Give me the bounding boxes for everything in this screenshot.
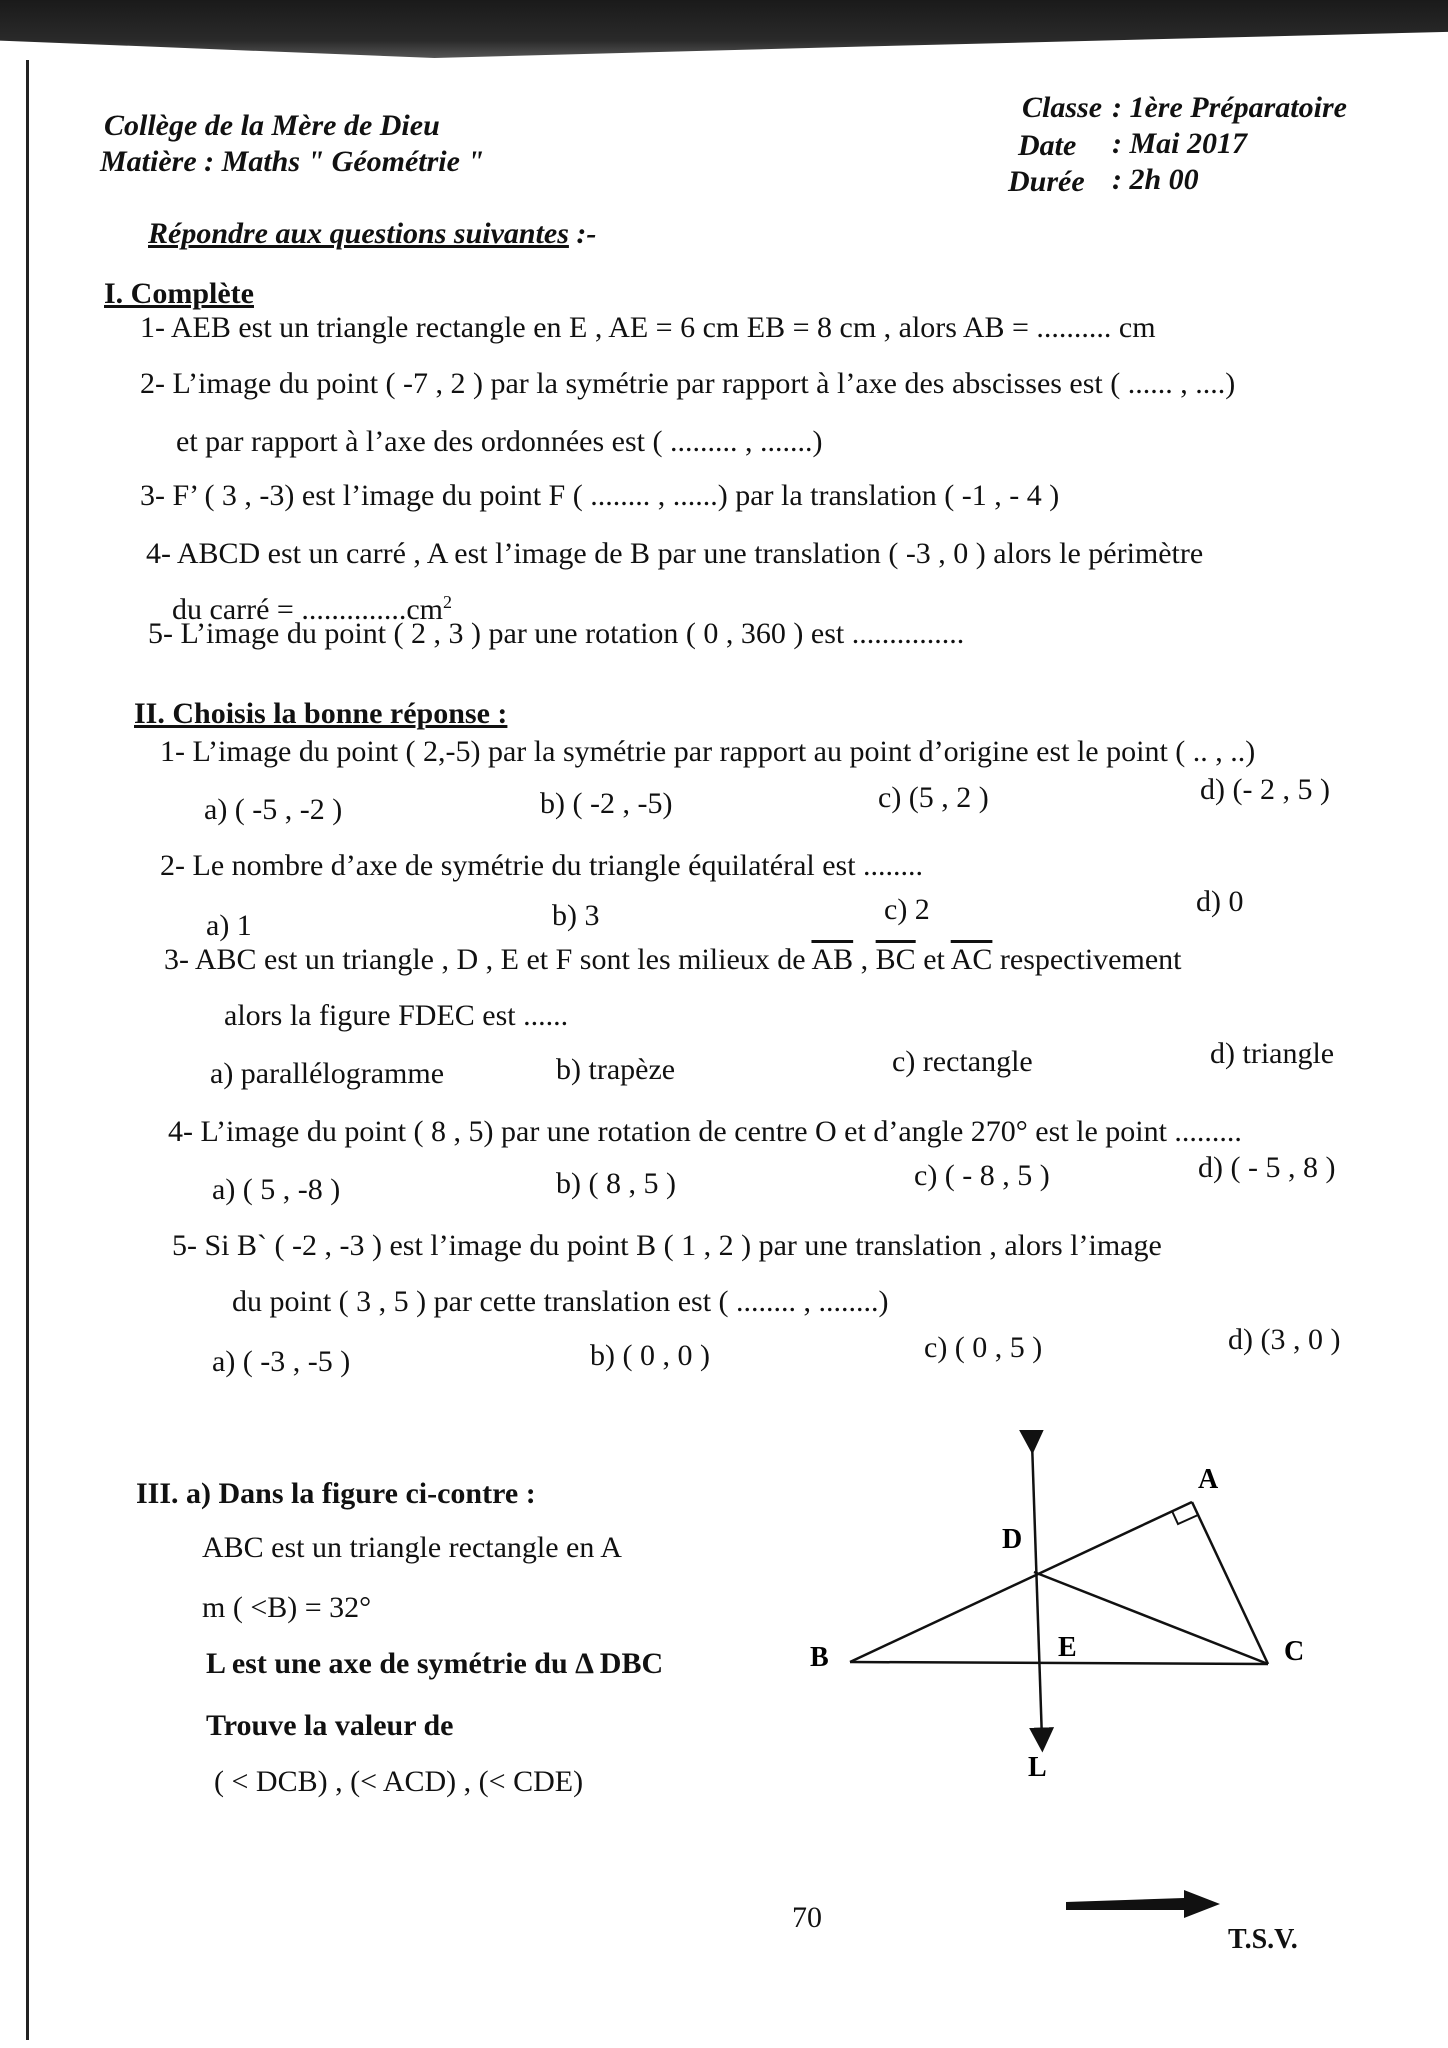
s2-q1-opt-d: d) (- 2 , 5 ) <box>1200 773 1330 806</box>
right-angle-mark <box>1172 1511 1198 1524</box>
s2-q1: 1- L’image du point ( 2,-5) par la symétrie par rapport au point d’origine est le point ( .. , ..) <box>160 735 1256 768</box>
s2-q5-opt-c: c) ( 0 , 5 ) <box>924 1331 1043 1364</box>
s2-q3-opt-a: a) parallélogramme <box>210 1057 445 1090</box>
s3-line-5: ( < DCB) , (< ACD) , (< CDE) <box>214 1765 584 1798</box>
subject: Matière : Maths " Géométrie " <box>100 145 485 178</box>
label-l: L <box>1028 1752 1047 1783</box>
date-label: Date <box>1018 129 1077 162</box>
section1-title: I. Complète <box>104 277 254 310</box>
s2-q2-opt-c: c) 2 <box>884 893 930 926</box>
s2-q3-sep1: , <box>860 943 869 976</box>
s1-item-4: 4- ABCD est un carré , A est l’image de B par une translation ( -3 , 0 ) alors le périmètre <box>146 537 1204 570</box>
page-number: 70 <box>792 1901 822 1934</box>
s3-line-4: Trouve la valeur de <box>206 1709 454 1742</box>
s2-q5-opt-a: a) ( -3 , -5 ) <box>212 1345 351 1378</box>
s2-q1-opt-a: a) ( -5 , -2 ) <box>204 793 343 826</box>
s2-q5-opt-b: b) ( 0 , 0 ) <box>590 1339 710 1372</box>
segment-ab: $\overline{AB}$ <box>811 943 854 976</box>
scan-left-edge <box>26 60 29 2040</box>
s2-q5-opt-d: d) (3 , 0 ) <box>1228 1323 1341 1356</box>
s3-line-2: m ( <B) = 32° <box>202 1591 372 1624</box>
class-label: Classe <box>1022 91 1103 124</box>
segment-bc: $\overline{BC}$ <box>875 943 916 976</box>
s2-q4-opt-c: c) ( - 8 , 5 ) <box>914 1159 1050 1192</box>
s2-q4-opt-a: a) ( 5 , -8 ) <box>212 1173 341 1206</box>
s2-q3-sep2: et <box>923 943 945 976</box>
duration-label: Durée <box>1008 165 1085 198</box>
s2-q3-opt-c: c) rectangle <box>892 1045 1033 1078</box>
s1-item-3: 3- F’ ( 3 , -3) est l’image du point F ( ........ , ......) par la translation ( -1 , - 4 ) <box>140 479 1060 512</box>
s2-q3-opt-b: b) trapèze <box>556 1053 676 1086</box>
scan-top-shadow <box>0 0 1448 58</box>
section3-title: III. a) Dans la figure ci-contre : <box>136 1477 536 1510</box>
axis-line-l <box>1032 1442 1042 1740</box>
turn-page-note: T.S.V. <box>1228 1924 1298 1955</box>
s2-q3-text-post: respectivement <box>999 943 1182 976</box>
duration-value: : 2h 00 <box>1112 163 1199 196</box>
label-c: C <box>1284 1636 1305 1667</box>
next-page-arrow-icon <box>1064 1888 1224 1924</box>
label-a: A <box>1198 1464 1219 1495</box>
s2-q1-opt-c: c) (5 , 2 ) <box>878 781 989 814</box>
s1-item-4-cont-text: du carré = ..............cm <box>172 593 443 626</box>
label-e: E <box>1058 1632 1077 1663</box>
geometry-figure <box>790 1430 1330 1790</box>
s2-q3-text-pre: 3- ABC est un triangle , D , E et F sont les milieux de <box>164 943 806 976</box>
s2-q3-opt-d: d) triangle <box>1210 1037 1335 1070</box>
s1-item-5: 5- L’image du point ( 2 , 3 ) par une rotation ( 0 , 360 ) est ............... <box>148 617 965 650</box>
s2-q4-opt-b: b) ( 8 , 5 ) <box>556 1167 676 1200</box>
s1-item-2: 2- L’image du point ( -7 , 2 ) par la symétrie par rapport à l’axe des abscisses est ( ...... , ....) <box>140 367 1236 400</box>
date-value: : Mai 2017 <box>1112 127 1247 160</box>
s2-q3-cont: alors la figure FDEC est ...... <box>224 999 569 1032</box>
s2-q3 <box>164 942 1181 978</box>
s2-q5-cont: du point ( 3 , 5 ) par cette translation est ( ........ , ........) <box>232 1285 889 1318</box>
section2-title: II. Choisis la bonne réponse : <box>134 697 508 730</box>
s2-q5: 5- Si B` ( -2 , -3 ) est l’image du point B ( 1 , 2 ) par une translation , alors l’image <box>172 1229 1162 1262</box>
class-value: : 1ère Préparatoire <box>1112 91 1347 124</box>
s2-q1-opt-b: b) ( -2 , -5) <box>540 787 673 820</box>
instruction-text: Répondre aux questions suivantes <box>148 217 569 250</box>
s2-q2-opt-a: a) 1 <box>206 909 252 942</box>
s2-q4-opt-d: d) ( - 5 , 8 ) <box>1198 1151 1336 1184</box>
s1-item-2-cont: et par rapport à l’axe des ordonnées est ( ......... , .......) <box>176 425 823 458</box>
label-d: D <box>1002 1524 1023 1555</box>
s2-q4: 4- L’image du point ( 8 , 5) par une rotation de centre O et d’angle 270° est le point ......... <box>168 1115 1242 1148</box>
s3-line-3: L est une axe de symétrie du Δ DBC <box>206 1647 664 1680</box>
cm-superscript: 2 <box>443 592 452 612</box>
s2-q2-opt-b: b) 3 <box>552 899 600 932</box>
school-name: Collège de la Mère de Dieu <box>104 109 440 142</box>
s1-item-1: 1- AEB est un triangle rectangle en E , AE = 6 cm EB = 8 cm , alors AB = .......... cm <box>140 311 1156 344</box>
label-b: B <box>810 1642 829 1673</box>
s3-line-1: ABC est un triangle rectangle en A <box>202 1531 622 1564</box>
instruction <box>148 216 596 252</box>
segment-ac: $\overline{AC}$ <box>950 943 993 976</box>
s2-q2: 2- Le nombre d’axe de symétrie du triangle équilatéral est ........ <box>160 849 924 882</box>
s2-q2-opt-d: d) 0 <box>1196 885 1244 918</box>
instruction-suffix: :- <box>576 217 597 250</box>
